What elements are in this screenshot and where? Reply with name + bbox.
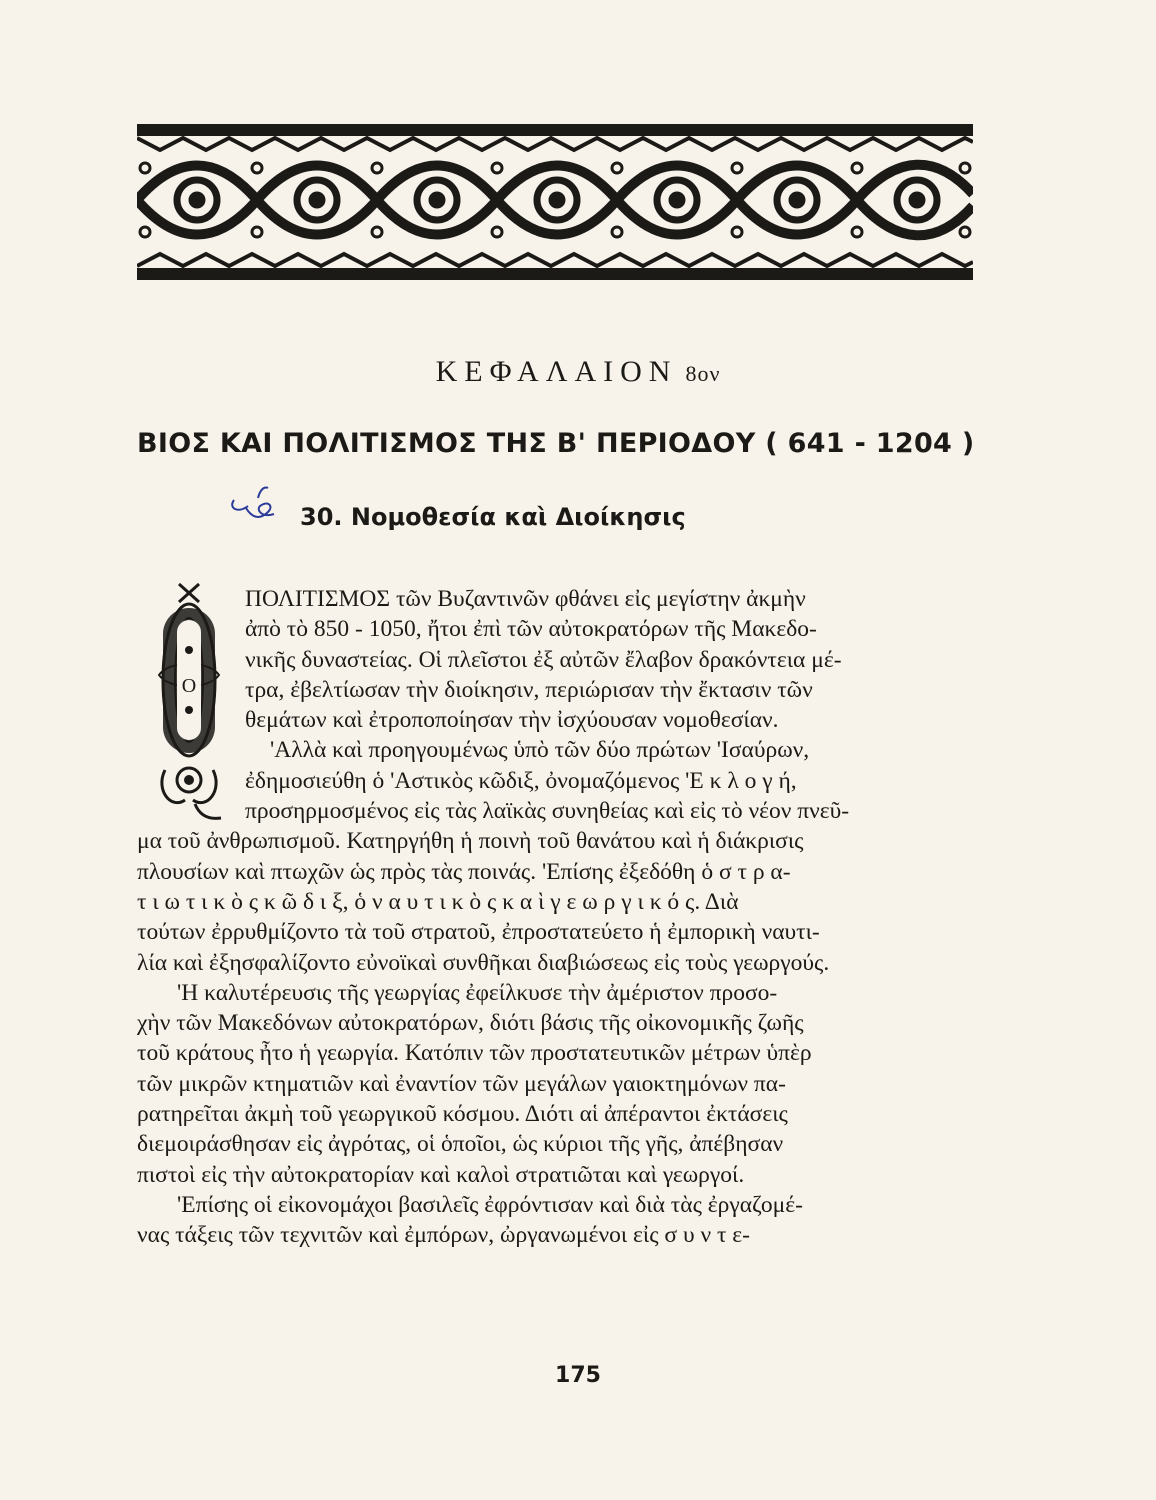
text-line: νας τάξεις τῶν τεχνιτῶν καὶ ἐμπόρων, ὠργανωμένοι εἰς σ υ ν τ ε- — [137, 1222, 750, 1249]
chapter-label: ΚΕΦΑΛΑΙΟΝ — [435, 355, 678, 388]
dropcap-letter: Ο — [181, 675, 197, 697]
text-line: νικῆς δυναστείας. Οἱ πλεῖστοι ἐξ αὐτῶν ἔλαβον δρακόντεια μέ- — [245, 646, 842, 673]
text-line: προσηρμοσμένος εἰς τὰς λαϊκὰς συνηθείας καὶ εἰς τὸ νέον πνεῦ- — [245, 798, 850, 825]
text-line: τοῦ κράτους ἦτο ἡ γεωργία. Κατόπιν τῶν προστατευτικῶν μέτρων ὑπὲρ — [137, 1040, 812, 1067]
text-line: 'Η καλυτέρευσις τῆς γεωργίας ἐφείλκυσε τὴν ἀμέριστον προσο- — [177, 979, 778, 1006]
ornamental-frieze — [137, 124, 973, 280]
frieze-bottom-zigzag — [137, 254, 973, 266]
text-line: τρα, ἐβελτίωσαν τὴν διοίκησιν, περιώρισαν τὴν ἔκτασιν τῶν — [245, 676, 813, 703]
text-line: πλουσίων καὶ πτωχῶν ὡς πρὸς τὰς ποινάς. 'Επίσης ἐξεδόθη ὁ σ τ ρ α- — [137, 858, 791, 885]
chapter-heading — [0, 355, 1156, 389]
page-number: 175 — [555, 1363, 601, 1388]
text-line: τ ι ω τ ι κ ὸ ς κ ῶ δ ι ξ, ὁ ν α υ τ ι κ ὸ ς κ α ὶ γ ε ω ρ γ ι κ ό ς. Διὰ — [137, 888, 739, 915]
page-title: ΒΙΟΣ ΚΑΙ ΠΟΛΙΤΙΣΜΟΣ ΤΗΣ Β' ΠΕΡΙΟΔΟΥ ( 641 - 1204 ) — [137, 428, 975, 459]
text-line: ἐδημοσιεύθη ὁ 'Αστικὸς κῶδιξ, ὀνομαζόμενος 'Ε κ λ ο γ ή, — [245, 767, 797, 794]
body-text — [137, 584, 973, 1251]
text-line: ΠΟΛΙΤΙΣΜΟΣ τῶν Βυζαντινῶν φθάνει εἰς μεγίστην ἀκμὴν — [245, 586, 806, 612]
text-line: διεμοιράσθησαν εἰς ἀγρότας, οἱ ὁποῖοι, ὡς κύριοι τῆς γῆς, ἀπέβησαν — [137, 1131, 784, 1158]
text-line: 'Επίσης οἱ εἰκονομάχοι βασιλεῖς ἐφρόντισαν καὶ διὰ τὰς ἐργαζομέ- — [177, 1191, 803, 1218]
text-line: θεμάτων καὶ ἐτροποποίησαν τὴν ἰσχύουσαν νομοθεσίαν. — [245, 707, 779, 734]
section-title: Νομοθεσία καὶ Διοίκησις — [350, 503, 686, 531]
handwritten-mark — [228, 478, 308, 528]
text-line: λία καὶ ἐξησφαλίζοντο εὐνοϊκαὶ συνθῆκαι διαβιώσεως εἰς τοὺς γεωργούς. — [137, 949, 830, 976]
frieze-top-zigzag — [137, 138, 973, 150]
text-line: τούτων ἐρρυθμίζοντο τὰ τοῦ στρατοῦ, ἐπροστατεύετο ἡ ἐμπορικὴ ναυτι- — [137, 919, 820, 946]
text-line: ἀπὸ τὸ 850 - 1050, ἤτοι ἐπὶ τῶν αὐτοκρατόρων τῆς Μακεδο- — [245, 616, 817, 643]
text-line: χὴν τῶν Μακεδόνων αὐτοκρατόρων, διότι βάσις τῆς οἰκονομικῆς ζωῆς — [137, 1010, 804, 1037]
section-number: 30. — [300, 503, 343, 531]
section-heading — [300, 503, 686, 531]
text-line: τῶν μικρῶν κτηματιῶν καὶ ἐναντίον τῶν μεγάλων γαιοκτημόνων πα- — [137, 1070, 786, 1097]
chapter-number: 8ον — [685, 361, 721, 386]
frieze-band — [137, 160, 973, 240]
text-line: μα τοῦ ἀνθρωπισμοῦ. Κατηργήθη ἡ ποινὴ τοῦ θανάτου καὶ ἡ διάκρισις — [137, 828, 804, 855]
text-line: ρατηρεῖται ἀκμὴ τοῦ γεωργικοῦ κόσμου. Διότι αἱ ἀπέραντοι ἐκτάσεις — [137, 1101, 788, 1128]
text-line: 'Αλλὰ καὶ προηγουμένως ὑπὸ τῶν δύο πρώτων 'Ισαύρων, — [270, 737, 810, 764]
text-line: πιστοὶ εἰς τὴν αὐτοκρατορίαν καὶ καλοὶ στρατιῶται καὶ γεωργοί. — [137, 1161, 745, 1188]
